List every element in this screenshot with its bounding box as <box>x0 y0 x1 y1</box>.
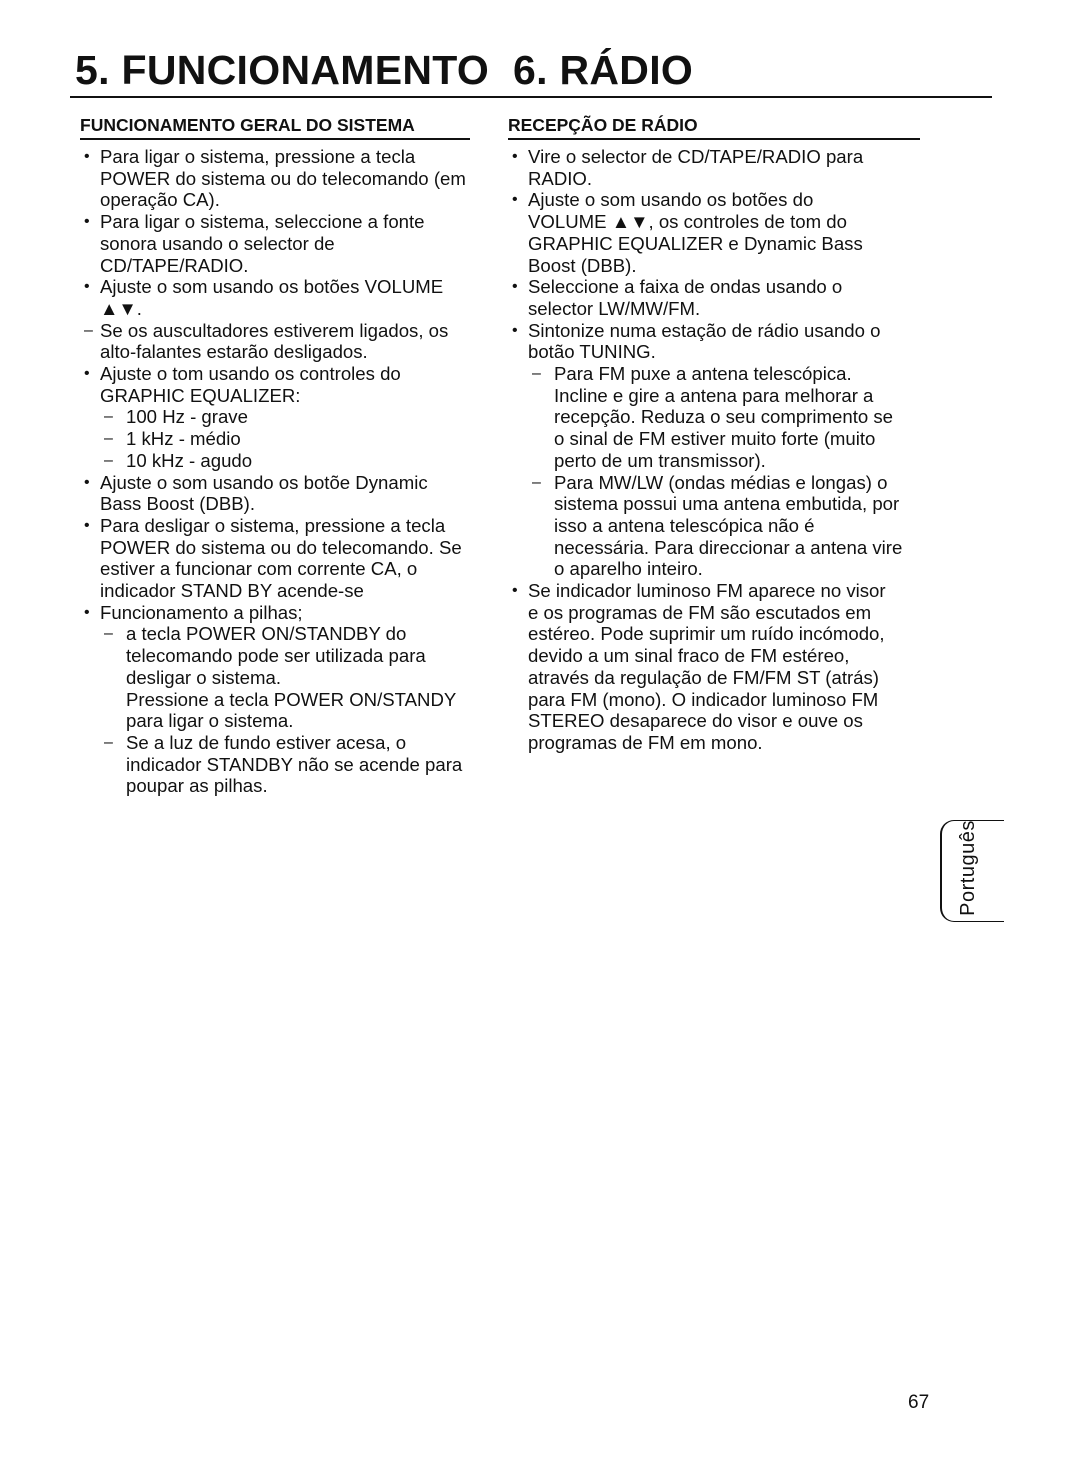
text-line: desligar o sistema. <box>126 666 282 688</box>
right-list-item <box>508 146 920 189</box>
section-heading-radio: 6. RÁDIO <box>513 47 694 93</box>
text-line: Sintonize numa estação de rádio usando o <box>528 319 881 341</box>
left-list-item <box>80 146 488 211</box>
section-heading-funcionamento: 5. FUNCIONAMENTO <box>75 47 490 93</box>
dash-marker: – <box>532 473 541 491</box>
bullet-marker: • <box>512 582 518 600</box>
text-line: Para ligar o sistema, seleccione a fonte <box>100 211 425 233</box>
text-line: 100 Hz - grave <box>126 406 248 428</box>
text-line: Ajuste o som usando os botõe Dynamic <box>100 471 428 493</box>
bullet-marker: • <box>512 148 518 165</box>
text-line: Para ligar o sistema, pressione a tecla <box>100 146 416 167</box>
text-line: Pressione a tecla POWER ON/STANDY <box>126 688 457 710</box>
text-line: sistema possui uma antena embutida, por <box>554 493 900 515</box>
text-line: POWER do sistema ou do telecomando. Se <box>100 536 462 558</box>
right-list-item <box>508 472 920 581</box>
right-item-list <box>508 146 920 754</box>
left-list-item <box>80 515 488 602</box>
text-line: devido a um sinal fraco de FM estéreo, <box>528 645 850 667</box>
text-line: poupar as pilhas. <box>126 775 268 797</box>
text-line: isso a antena telescópica não é <box>554 514 815 536</box>
text-line: Vire o selector de CD/TAPE/RADIO para <box>528 146 864 167</box>
text-line: o sinal de FM estiver muito forte (muito <box>554 428 876 450</box>
left-list-item <box>80 276 488 319</box>
text-line: Ajuste o som usando os botões VOLUME <box>100 276 444 298</box>
text-line: estiver a funcionar com corrente CA, o <box>100 558 418 580</box>
right-list-item <box>508 276 920 319</box>
bullet-marker: • <box>512 278 518 296</box>
text-line: a tecla POWER ON/STANDBY do <box>126 623 407 645</box>
left-list-item <box>80 602 488 624</box>
text-line: RADIO. <box>528 167 593 189</box>
text-line: GRAPHIC EQUALIZER e Dynamic Bass <box>528 232 863 254</box>
heading-rule <box>70 96 992 98</box>
text-line: selector LW/MW/FM. <box>528 297 701 319</box>
text-line: Funcionamento a pilhas; <box>100 601 303 623</box>
left-list-item <box>80 211 488 276</box>
text-line: Para desligar o sistema, pressione a tecla <box>100 514 446 536</box>
text-line: CD/TAPE/RADIO. <box>100 254 249 276</box>
text-line: indicador STANDBY não se acende para <box>126 753 463 775</box>
left-list-item <box>80 320 488 363</box>
text-line: para ligar o sistema. <box>126 710 294 732</box>
left-list-item <box>80 450 488 472</box>
left-list-item <box>80 428 488 450</box>
text-line: para FM (mono). O indicador luminoso FM <box>528 688 879 710</box>
bullet-marker: • <box>84 603 90 621</box>
text-line: estéreo. Pode suprimir um ruído incómodo, <box>528 623 885 645</box>
text-line: botão TUNING. <box>528 341 656 363</box>
left-list-item <box>80 472 488 515</box>
text-line: recepção. Reduza o seu comprimento se <box>554 406 893 428</box>
right-list-item <box>508 580 920 754</box>
text-line: Se a luz de fundo estiver acesa, o <box>126 731 407 753</box>
language-tab-label: Português <box>957 820 979 916</box>
bullet-marker: • <box>512 321 518 339</box>
text-line: e os programas de FM são escutados em <box>528 601 872 623</box>
right-list-item <box>508 363 920 472</box>
text-line: sonora usando o selector de <box>100 232 335 254</box>
text-line: indicador STAND BY acende-se <box>100 580 364 602</box>
page-number: 67 <box>908 1392 930 1413</box>
right-column <box>508 114 920 754</box>
dash-marker: – <box>104 430 113 448</box>
left-item-list <box>80 146 488 797</box>
text-line: programas de FM em mono. <box>528 731 763 753</box>
text-line: GRAPHIC EQUALIZER: <box>100 384 301 406</box>
text-line: perto de um transmissor). <box>554 449 766 471</box>
bullet-marker: • <box>84 148 90 165</box>
text-line: 1 kHz - médio <box>126 428 241 450</box>
right-list-item <box>508 320 920 363</box>
text-line: Para MW/LW (ondas médias e longas) o <box>554 471 888 493</box>
dash-marker: – <box>84 321 93 339</box>
subheading-recepcao-radio: RECEPÇÃO DE RÁDIO <box>508 114 920 140</box>
text-line: VOLUME ▲▼, os controles de tom do <box>528 211 847 233</box>
left-list-item <box>80 406 488 428</box>
text-line: Boost (DBB). <box>528 254 637 276</box>
dash-marker: – <box>532 365 541 383</box>
bullet-marker: • <box>84 278 90 296</box>
bullet-marker: • <box>84 473 90 491</box>
text-line: alto-falantes estarão desligados. <box>100 341 368 363</box>
left-list-item <box>80 623 488 732</box>
text-line: Ajuste o som usando os botões do <box>528 189 814 211</box>
text-line: operação CA). <box>100 189 220 211</box>
right-list-item <box>508 189 920 276</box>
text-line: ▲▼. <box>100 297 142 319</box>
dash-marker: – <box>104 733 113 751</box>
bullet-marker: • <box>84 516 90 534</box>
dash-marker: – <box>104 625 113 643</box>
dash-marker: – <box>104 408 113 426</box>
bullet-marker: • <box>84 213 90 231</box>
bullet-marker: • <box>84 365 90 383</box>
text-line: Se os auscultadores estiverem ligados, os <box>100 319 449 341</box>
text-line: Incline e gire a antena para melhorar a <box>554 384 874 406</box>
dash-marker: – <box>104 451 113 469</box>
text-line: através da regulação de FM/FM ST (atrás) <box>528 666 880 688</box>
text-line: telecomando pode ser utilizada para <box>126 645 426 667</box>
text-line: Seleccione a faixa de ondas usando o <box>528 276 843 298</box>
text-line: necessária. Para direccionar a antena vire <box>554 536 903 558</box>
text-line: POWER do sistema ou do telecomando (em <box>100 167 466 189</box>
left-column <box>80 114 488 797</box>
left-list-item <box>80 732 488 797</box>
bullet-marker: • <box>512 191 518 209</box>
left-list-item <box>80 363 488 406</box>
text-line: Para FM puxe a antena telescópica. <box>554 363 852 385</box>
text-line: o aparelho inteiro. <box>554 558 703 580</box>
text-line: STEREO desaparece do visor e ouve os <box>528 710 863 732</box>
text-line: Se indicador luminoso FM aparece no visor <box>528 580 886 602</box>
text-line: Ajuste o tom usando os controles do <box>100 363 401 385</box>
text-line: 10 kHz - agudo <box>126 449 253 471</box>
subheading-funcionamento-geral: FUNCIONAMENTO GERAL DO SISTEMA <box>80 114 470 140</box>
text-line: Bass Boost (DBB). <box>100 493 255 515</box>
